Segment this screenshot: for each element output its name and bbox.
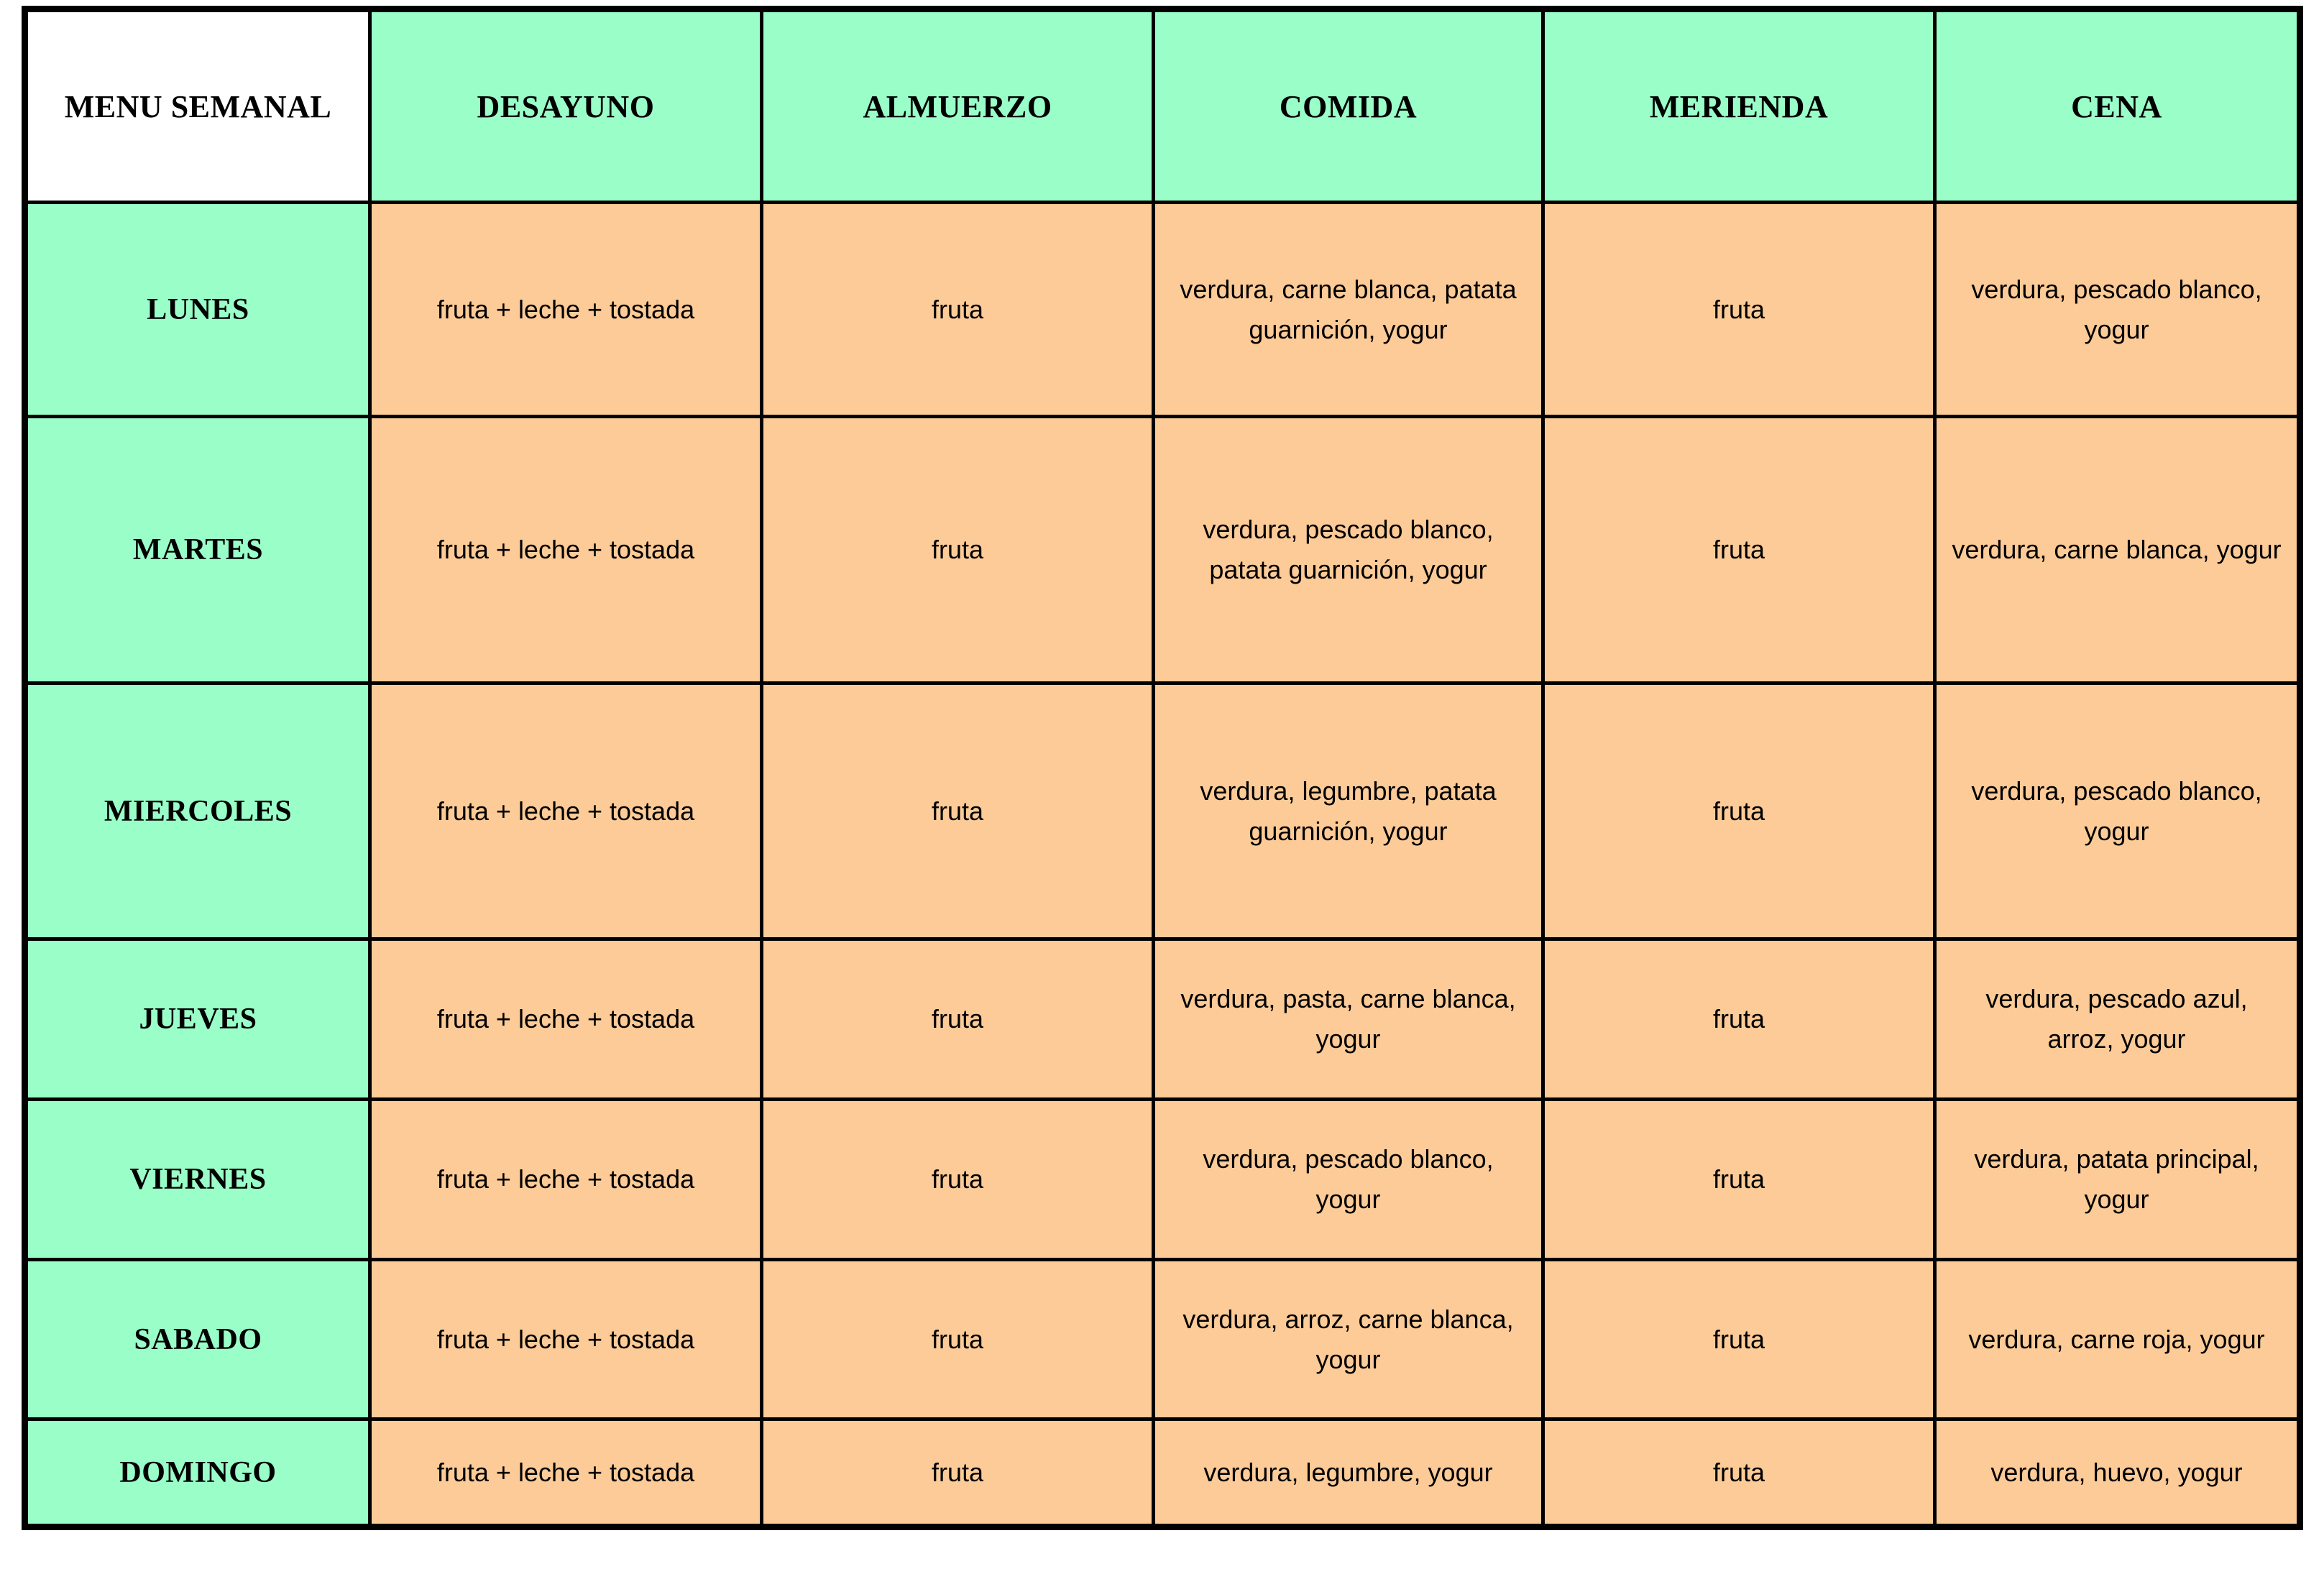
cell-viernes-almuerzo: fruta [762,1100,1154,1260]
row-header-lunes: LUNES [25,203,370,417]
cell-viernes-desayuno: fruta + leche + tostada [370,1100,762,1260]
table-header-row [25,9,2300,203]
cell-miercoles-cena: verdura, pescado blanco, yogur [1935,684,2300,939]
row-header-domingo: DOMINGO [25,1419,370,1527]
cell-lunes-comida: verdura, carne blanca, patata guarnición, yogur [1154,203,1543,417]
cell-lunes-desayuno: fruta + leche + tostada [370,203,762,417]
cell-domingo-comida: verdura, legumbre, yogur [1154,1419,1543,1527]
cell-jueves-almuerzo: fruta [762,939,1154,1100]
menu-semanal-table [22,6,2303,1530]
row-header-martes: MARTES [25,417,370,684]
table-row-jueves [25,939,2300,1100]
cell-domingo-merienda: fruta [1543,1419,1935,1527]
cell-domingo-almuerzo: fruta [762,1419,1154,1527]
cell-martes-desayuno: fruta + leche + tostada [370,417,762,684]
table-row-sabado [25,1260,2300,1419]
row-header-sabado: SABADO [25,1260,370,1419]
table-row-lunes [25,203,2300,417]
cell-sabado-desayuno: fruta + leche + tostada [370,1260,762,1419]
cell-miercoles-comida: verdura, legumbre, patata guarnición, yogur [1154,684,1543,939]
table-row-martes [25,417,2300,684]
table-row-miercoles [25,684,2300,939]
cell-sabado-almuerzo: fruta [762,1260,1154,1419]
cell-miercoles-desayuno: fruta + leche + tostada [370,684,762,939]
cell-lunes-merienda: fruta [1543,203,1935,417]
cell-lunes-almuerzo: fruta [762,203,1154,417]
cell-miercoles-almuerzo: fruta [762,684,1154,939]
column-header-almuerzo: ALMUERZO [762,9,1154,203]
cell-sabado-cena: verdura, carne roja, yogur [1935,1260,2300,1419]
cell-martes-almuerzo: fruta [762,417,1154,684]
cell-lunes-cena: verdura, pescado blanco, yogur [1935,203,2300,417]
column-header-merienda: MERIENDA [1543,9,1935,203]
row-header-viernes: VIERNES [25,1100,370,1260]
cell-jueves-desayuno: fruta + leche + tostada [370,939,762,1100]
cell-domingo-cena: verdura, huevo, yogur [1935,1419,2300,1527]
column-header-comida: COMIDA [1154,9,1543,203]
cell-viernes-comida: verdura, pescado blanco, yogur [1154,1100,1543,1260]
table-row-viernes [25,1100,2300,1260]
cell-martes-cena: verdura, carne blanca, yogur [1935,417,2300,684]
cell-viernes-cena: verdura, patata principal, yogur [1935,1100,2300,1260]
table-row-domingo [25,1419,2300,1527]
cell-martes-merienda: fruta [1543,417,1935,684]
cell-domingo-desayuno: fruta + leche + tostada [370,1419,762,1527]
cell-jueves-merienda: fruta [1543,939,1935,1100]
row-header-jueves: JUEVES [25,939,370,1100]
table-title: MENU SEMANAL [25,9,370,203]
cell-jueves-cena: verdura, pescado azul, arroz, yogur [1935,939,2300,1100]
cell-jueves-comida: verdura, pasta, carne blanca, yogur [1154,939,1543,1100]
cell-miercoles-merienda: fruta [1543,684,1935,939]
cell-martes-comida: verdura, pescado blanco, patata guarnición, yogur [1154,417,1543,684]
row-header-miercoles: MIERCOLES [25,684,370,939]
cell-sabado-merienda: fruta [1543,1260,1935,1419]
column-header-cena: CENA [1935,9,2300,203]
column-header-desayuno: DESAYUNO [370,9,762,203]
cell-sabado-comida: verdura, arroz, carne blanca, yogur [1154,1260,1543,1419]
cell-viernes-merienda: fruta [1543,1100,1935,1260]
